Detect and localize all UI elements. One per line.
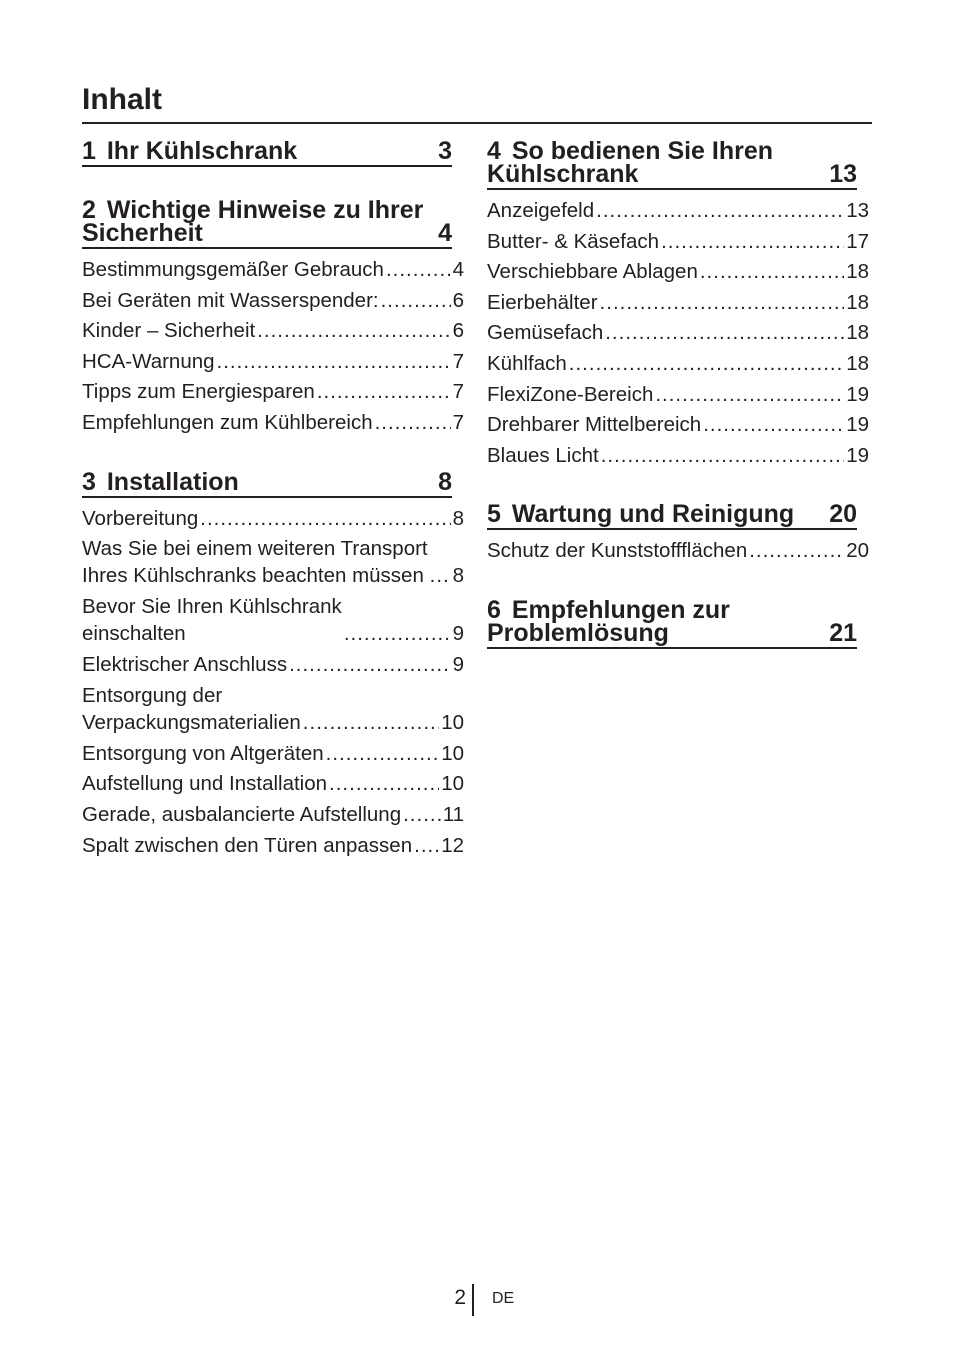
section-title-line2: Sicherheit bbox=[82, 219, 203, 247]
toc-entry-page: 18 bbox=[846, 290, 869, 314]
section-title-line2: Problemlösung bbox=[487, 618, 669, 647]
toc-entry-label: Aufstellung und Installation bbox=[82, 772, 328, 796]
toc-entry-label: Bestimmungsgemäßer Gebrauch bbox=[82, 258, 384, 281]
leader-dots bbox=[601, 441, 845, 472]
leader-dots bbox=[289, 650, 451, 681]
toc-entry[interactable] bbox=[82, 504, 464, 535]
toc-entry-page: 8 bbox=[452, 506, 464, 530]
toc-entry[interactable] bbox=[82, 534, 464, 592]
section-page: 20 bbox=[829, 500, 857, 529]
toc-entry-label: Bei Geräten mit Wasserspender: bbox=[82, 288, 379, 312]
toc-entry-page: 4 bbox=[452, 258, 464, 281]
toc-entry-label: Kühlfach bbox=[487, 351, 567, 375]
leader-dots bbox=[217, 347, 451, 378]
section-number: 2 bbox=[82, 196, 96, 224]
toc-entry[interactable] bbox=[82, 316, 464, 347]
section-heading-text bbox=[487, 500, 795, 529]
toc-entry-label: Tipps zum Energiesparen bbox=[82, 380, 315, 404]
toc-entry[interactable] bbox=[82, 286, 464, 317]
toc-entry[interactable] bbox=[82, 592, 464, 650]
section-heading-5[interactable] bbox=[487, 500, 857, 530]
leader-dots bbox=[703, 410, 844, 441]
toc-entry-page: 18 bbox=[846, 321, 869, 345]
toc-entry[interactable] bbox=[82, 255, 464, 286]
toc-entry-label: Elektrischer Anschluss bbox=[82, 653, 288, 677]
leader-dots bbox=[344, 620, 451, 647]
leader-dots bbox=[414, 831, 439, 862]
toc-section-5 bbox=[487, 500, 869, 567]
toc-entry-label bbox=[82, 682, 301, 736]
toc-entry-label: Verschiebbare Ablagen bbox=[487, 260, 698, 284]
section-heading-text bbox=[82, 196, 424, 247]
leader-dots bbox=[596, 196, 844, 227]
toc-entry-label: Empfehlungen zum Kühlbereich bbox=[82, 410, 373, 434]
toc-entry-label: Gemüsefach bbox=[487, 321, 604, 345]
section-heading-3[interactable] bbox=[82, 467, 452, 498]
toc-section-4 bbox=[487, 137, 869, 471]
footer-language: DE bbox=[492, 1290, 515, 1307]
toc-entry[interactable] bbox=[487, 441, 869, 472]
leader-dots bbox=[381, 286, 451, 317]
toc-entry-page: 9 bbox=[452, 653, 464, 677]
toc-list-5 bbox=[487, 536, 869, 567]
toc-entry[interactable] bbox=[82, 377, 464, 408]
leader-dots bbox=[700, 257, 844, 288]
section-page: 13 bbox=[829, 160, 857, 188]
toc-entry[interactable] bbox=[487, 257, 869, 288]
leader-dots bbox=[569, 349, 844, 380]
leader-dots bbox=[317, 377, 451, 408]
toc-entry-label: HCA-Warnung bbox=[82, 349, 215, 373]
section-heading-text bbox=[487, 595, 730, 647]
section-page: 8 bbox=[438, 467, 452, 496]
section-heading-6[interactable] bbox=[487, 595, 857, 649]
toc-entry[interactable] bbox=[487, 227, 869, 258]
leader-dots bbox=[329, 769, 439, 800]
page-footer bbox=[0, 1284, 954, 1314]
leader-dots bbox=[655, 380, 844, 411]
toc-entry-label: Gerade, ausbalancierte Aufstellung bbox=[82, 802, 402, 826]
toc-entry-label: Kinder – Sicherheit bbox=[82, 319, 256, 343]
section-title: Wichtige Hinweise zu Ihrer bbox=[106, 196, 424, 224]
title-divider bbox=[82, 122, 872, 124]
toc-entry-page: 8 bbox=[452, 564, 464, 588]
page-title: Inhalt bbox=[82, 83, 162, 116]
toc-entry-label-line2: Verpackungsmaterialien bbox=[82, 710, 301, 734]
toc-entry-label: Vorbereitung bbox=[82, 506, 199, 530]
leader-dots bbox=[303, 709, 439, 736]
toc-list-2 bbox=[82, 255, 464, 439]
section-number: 4 bbox=[487, 137, 501, 165]
toc-entry-page: 19 bbox=[846, 413, 869, 437]
toc-entry-page: 7 bbox=[452, 380, 464, 404]
leader-dots bbox=[386, 255, 451, 286]
toc-entry-label: Anzeigefeld bbox=[487, 199, 595, 222]
leader-dots bbox=[326, 739, 440, 770]
section-heading-text bbox=[82, 137, 298, 165]
toc-entry-page: 6 bbox=[452, 288, 464, 312]
leader-dots bbox=[605, 318, 844, 349]
toc-entry-label-line2: einschalten bbox=[82, 622, 186, 646]
toc-entry[interactable] bbox=[82, 831, 464, 862]
toc-entry-label: Butter- & Käsefach bbox=[487, 229, 660, 253]
toc-entry-page: 11 bbox=[442, 802, 464, 826]
toc-entry-page: 19 bbox=[846, 443, 869, 467]
toc-entry-page: 19 bbox=[846, 382, 869, 406]
toc-entry-label: Schutz der Kunststoffflächen bbox=[487, 539, 748, 563]
toc-entry-page: 7 bbox=[452, 349, 464, 373]
toc-entry-label: Eierbehälter bbox=[487, 290, 598, 314]
toc-entry-label bbox=[82, 593, 342, 647]
toc-entry[interactable] bbox=[487, 288, 869, 319]
section-title: So bedienen Sie Ihren bbox=[511, 137, 774, 165]
toc-section-2 bbox=[82, 196, 464, 439]
leader-dots bbox=[375, 408, 451, 439]
toc-entry[interactable] bbox=[487, 380, 869, 411]
toc-entry[interactable] bbox=[487, 536, 869, 567]
section-title: Installation bbox=[106, 467, 239, 496]
toc-entry-page: 13 bbox=[846, 199, 869, 222]
toc-entry[interactable] bbox=[82, 739, 464, 770]
section-heading-1[interactable] bbox=[82, 137, 452, 167]
footer-divider bbox=[472, 1284, 474, 1316]
leader-dots bbox=[661, 227, 844, 258]
leader-dots bbox=[749, 536, 844, 567]
section-heading-4[interactable] bbox=[487, 137, 857, 190]
section-number: 1 bbox=[82, 137, 96, 165]
leader-dots bbox=[257, 316, 450, 347]
toc-entry[interactable] bbox=[82, 408, 464, 439]
section-heading-text bbox=[487, 137, 774, 188]
leader-dots bbox=[430, 562, 451, 589]
section-page: 21 bbox=[829, 618, 857, 647]
footer-page-number: 2 bbox=[454, 1286, 466, 1309]
toc-entry-label-line2: Ihres Kühlschranks beachten müssen bbox=[82, 564, 424, 588]
toc-entry-page: 7 bbox=[452, 410, 464, 434]
toc-entry-page: 20 bbox=[846, 539, 869, 563]
section-page: 4 bbox=[438, 219, 452, 247]
toc-entry[interactable] bbox=[82, 347, 464, 378]
toc-entry-label-line1: Bevor Sie Ihren Kühlschrank bbox=[82, 595, 342, 619]
leader-dots bbox=[200, 504, 450, 535]
toc-list-3 bbox=[82, 504, 464, 862]
toc-entry-page: 18 bbox=[846, 260, 869, 284]
toc-entry[interactable] bbox=[82, 681, 464, 739]
section-title: Ihr Kühlschrank bbox=[106, 137, 298, 165]
section-number: 5 bbox=[487, 500, 501, 529]
toc-entry[interactable] bbox=[82, 650, 464, 681]
toc-column-left bbox=[82, 137, 464, 861]
leader-dots bbox=[403, 800, 441, 831]
section-heading-2[interactable] bbox=[82, 196, 452, 249]
toc-entry-label: Blaues Licht bbox=[487, 443, 599, 467]
toc-entry-page: 6 bbox=[452, 319, 464, 343]
toc-entry-page: 10 bbox=[441, 772, 464, 796]
toc-entry-label-line1: Was Sie bei einem weiteren Transport bbox=[82, 537, 428, 561]
toc-column-right bbox=[487, 137, 869, 655]
toc-entry-label-line1: Entsorgung der bbox=[82, 683, 223, 707]
toc-entry-label: FlexiZone-Bereich bbox=[487, 382, 654, 406]
toc-entry-label: Spalt zwischen den Türen anpassen bbox=[82, 833, 413, 857]
toc-entry-page: 9 bbox=[452, 622, 464, 646]
toc-entry[interactable] bbox=[487, 349, 869, 380]
section-title-line2: Kühlschrank bbox=[487, 160, 639, 188]
toc-section-6 bbox=[487, 595, 869, 649]
section-heading-text bbox=[82, 467, 239, 496]
section-number: 3 bbox=[82, 467, 96, 496]
toc-section-3 bbox=[82, 467, 464, 862]
toc-entry-page: 17 bbox=[846, 229, 869, 253]
toc-entry-page: 10 bbox=[441, 710, 464, 734]
toc-entry[interactable] bbox=[487, 410, 869, 441]
toc-list-4 bbox=[487, 196, 869, 471]
toc-entry[interactable] bbox=[487, 318, 869, 349]
section-title: Wartung und Reinigung bbox=[511, 500, 795, 529]
toc-entry-label: Drehbarer Mittelbereich bbox=[487, 413, 702, 437]
toc-entry[interactable] bbox=[487, 196, 869, 227]
toc-entry-label: Entsorgung von Altgeräten bbox=[82, 741, 324, 765]
section-number: 6 bbox=[487, 595, 501, 624]
toc-section-1 bbox=[82, 137, 464, 167]
toc-entry-page: 12 bbox=[441, 833, 464, 857]
toc-entry-page: 10 bbox=[441, 741, 464, 765]
toc-entry[interactable] bbox=[82, 800, 464, 831]
section-page: 3 bbox=[438, 137, 452, 165]
section-title: Empfehlungen zur bbox=[511, 595, 730, 624]
toc-entry-page: 18 bbox=[846, 351, 869, 375]
toc-entry-label bbox=[82, 535, 428, 589]
leader-dots bbox=[600, 288, 845, 319]
toc-entry[interactable] bbox=[82, 769, 464, 800]
